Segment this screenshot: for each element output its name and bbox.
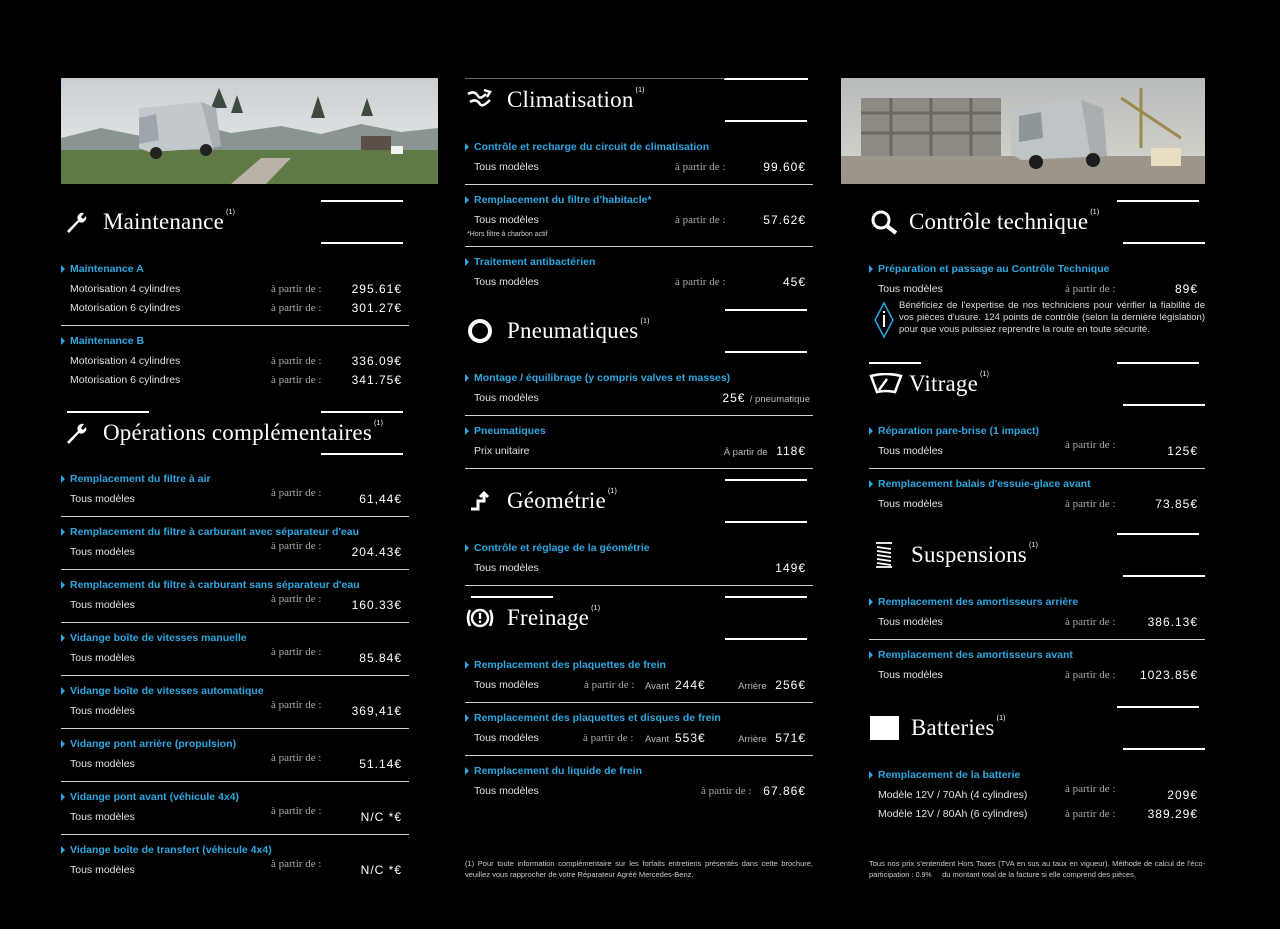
footnote: *Hors filtre à charbon actif bbox=[467, 231, 548, 238]
section-operations bbox=[61, 411, 409, 455]
list-item bbox=[869, 256, 1205, 348]
item-title: Vidange boîte de vitesses manuelle bbox=[61, 632, 409, 644]
section-title: Maintenance $^{(1)}$ bbox=[103, 209, 236, 234]
divider bbox=[471, 596, 553, 598]
price: 389.29€ bbox=[1147, 806, 1198, 821]
price-row bbox=[61, 279, 409, 298]
price: 57.62€ bbox=[763, 212, 806, 227]
section-freinage bbox=[465, 596, 813, 640]
item-title: Remplacement du filtre à carburant avec séparateur d'eau bbox=[61, 526, 409, 538]
row-label: Tous modèles bbox=[70, 492, 135, 505]
divider bbox=[724, 78, 808, 80]
section-climatisation bbox=[465, 78, 813, 122]
item-title: Contrôle et réglage de la géométrie bbox=[465, 542, 813, 554]
row-label: Tous modèles bbox=[474, 731, 539, 744]
price-row bbox=[61, 807, 409, 826]
row-label: Motorisation 4 cylindres bbox=[70, 354, 181, 367]
list-item bbox=[465, 416, 813, 469]
section-title: Opérations complémentaires $^{(1)}$ bbox=[103, 420, 384, 445]
row-label: Tous modèles bbox=[474, 213, 539, 226]
price: 301.27€ bbox=[351, 300, 402, 315]
item-title: Remplacement des amortisseurs arrière bbox=[869, 596, 1205, 608]
row-label: Motorisation 4 cylindres bbox=[70, 282, 181, 295]
list-item bbox=[465, 756, 813, 808]
from-label: à partir de : bbox=[675, 276, 726, 288]
price-row bbox=[869, 804, 1205, 823]
from-label: à partir de : bbox=[1065, 616, 1116, 628]
steering-icon bbox=[465, 486, 495, 516]
divider bbox=[1117, 200, 1199, 202]
list-item bbox=[869, 589, 1205, 640]
from-label: à partir de : bbox=[701, 784, 752, 797]
list-item bbox=[61, 835, 409, 887]
rear-value: 256€ bbox=[775, 677, 806, 692]
list-item bbox=[61, 256, 409, 326]
row-label: Tous modèles bbox=[474, 160, 539, 173]
from-label: à partir de : bbox=[675, 161, 726, 173]
section-title: Géométrie $^{(1)}$ bbox=[507, 488, 618, 513]
price: 1023.85€ bbox=[1139, 667, 1198, 682]
price-row bbox=[61, 648, 409, 667]
list-item bbox=[465, 703, 813, 756]
item-title: Vidange boîte de vitesses automatique bbox=[61, 685, 409, 697]
divider bbox=[725, 120, 807, 122]
price: 386.13€ bbox=[1147, 614, 1198, 629]
front-price bbox=[645, 678, 706, 692]
price-row bbox=[61, 542, 409, 561]
info-text: Bénéficiez de l'expertise de nos techniciens pour vérifier la fiabilité de vos pièces d'usure. 124 points de contrôle (selon la dernière législation) pour que vous puissiez reprendre la route en toute sécurité. bbox=[899, 300, 1205, 335]
item-title: Remplacement du filtre à carburant sans séparateur d'eau bbox=[61, 579, 409, 591]
row-label: Tous modèles bbox=[70, 704, 135, 717]
price-row bbox=[61, 754, 409, 773]
air-vent-icon bbox=[465, 85, 495, 115]
from-label: à partir de : bbox=[271, 699, 322, 711]
price-row bbox=[465, 441, 813, 460]
price-row bbox=[869, 441, 1205, 460]
front-price bbox=[645, 731, 706, 745]
rear-price bbox=[738, 678, 806, 692]
divider bbox=[1123, 575, 1205, 577]
price-row bbox=[61, 489, 409, 508]
item-title: Remplacement du filtre à air bbox=[61, 473, 409, 485]
list-item bbox=[869, 469, 1205, 521]
column-middle bbox=[465, 78, 813, 879]
from-label: à partir de : bbox=[1065, 283, 1116, 295]
price bbox=[722, 391, 810, 405]
divider bbox=[1123, 404, 1205, 406]
from-label: à partir de : bbox=[583, 731, 634, 744]
from-label: à partir de : bbox=[1065, 808, 1116, 820]
section-title: Pneumatiques $^{(1)}$ bbox=[507, 318, 650, 343]
section-title: Freinage $^{(1)}$ bbox=[507, 605, 601, 630]
wrench-icon bbox=[61, 207, 91, 237]
price: 295.61€ bbox=[351, 281, 402, 296]
rear-price bbox=[738, 731, 806, 745]
from-label: à partir de : bbox=[271, 805, 322, 817]
divider bbox=[465, 78, 725, 79]
section-suspensions bbox=[869, 533, 1205, 577]
divider bbox=[1123, 748, 1205, 750]
from-label: à partir de : bbox=[271, 301, 322, 314]
row-label: Motorisation 6 cylindres bbox=[70, 373, 181, 386]
list-item bbox=[61, 517, 409, 570]
row-label: Tous modèles bbox=[878, 444, 943, 457]
item-title: Traitement antibactérien bbox=[465, 256, 813, 268]
row-label: Tous modèles bbox=[70, 810, 135, 823]
divider bbox=[1117, 362, 1199, 364]
divider bbox=[725, 638, 807, 640]
item-title: Vidange pont avant (véhicule 4x4) bbox=[61, 791, 409, 803]
divider bbox=[1117, 706, 1199, 708]
list-item bbox=[465, 535, 813, 586]
price: 99.60€ bbox=[763, 159, 806, 174]
divider bbox=[725, 596, 807, 598]
footnote-text: du montant total de la facture si elle comprend des pièces. bbox=[942, 870, 1136, 879]
divider bbox=[321, 242, 403, 244]
section-pneumatiques bbox=[465, 309, 813, 353]
from-label: à partir de : bbox=[271, 354, 322, 367]
price-row bbox=[465, 210, 813, 229]
row-label: Tous modèles bbox=[474, 561, 539, 574]
divider bbox=[725, 309, 807, 311]
from-label: à partir de : bbox=[271, 752, 322, 764]
list-item bbox=[465, 365, 813, 416]
row-label: Tous modèles bbox=[878, 615, 943, 628]
spring-icon bbox=[869, 540, 899, 570]
item-title: Remplacement du liquide de frein bbox=[465, 765, 813, 777]
row-label: Tous modèles bbox=[474, 275, 539, 288]
row-label: Tous modèles bbox=[70, 598, 135, 611]
item-title: Remplacement des amortisseurs avant bbox=[869, 649, 1205, 661]
item-title: Remplacement du filtre d'habitacle* bbox=[465, 194, 813, 206]
price-value: 118€ bbox=[776, 443, 806, 458]
rear-label: Arrière bbox=[738, 680, 767, 692]
from-label: à partir de : bbox=[675, 214, 726, 226]
divider bbox=[725, 479, 807, 481]
eco-rate: 0.9% bbox=[915, 872, 932, 879]
price: 125€ bbox=[1167, 443, 1198, 458]
price-value: 25€ bbox=[722, 390, 746, 405]
item-title: Réparation pare-brise (1 impact) bbox=[869, 425, 1205, 437]
section-title: Vitrage $^{(1)}$ bbox=[909, 371, 990, 396]
divider bbox=[67, 411, 149, 413]
section-title: Suspensions $^{(1)}$ bbox=[911, 542, 1039, 567]
item-title: Montage / équilibrage (y compris valves et masses) bbox=[465, 372, 813, 384]
from-label: à partir de : bbox=[271, 593, 322, 605]
windshield-icon bbox=[869, 369, 903, 399]
item-title: Remplacement des plaquettes et disques de frein bbox=[465, 712, 813, 724]
info-box bbox=[869, 300, 1205, 340]
row-label: Modèle 12V / 70Ah (4 cylindres) bbox=[878, 788, 1028, 801]
price: 45€ bbox=[782, 274, 806, 289]
price-row bbox=[869, 494, 1205, 513]
from-label: à partir de : bbox=[1065, 498, 1116, 510]
from-label: à partir de : bbox=[271, 858, 322, 870]
section-title: Batteries $^{(1)}$ bbox=[911, 715, 1006, 740]
item-title: Remplacement balais d'essuie-glace avant bbox=[869, 478, 1205, 490]
brake-warning-icon bbox=[465, 603, 495, 633]
from-label: à partir de : bbox=[271, 646, 322, 658]
item-title: Préparation et passage au Contrôle Technique bbox=[869, 263, 1205, 275]
row-label: Modèle 12V / 80Ah (6 cylindres) bbox=[878, 807, 1028, 820]
row-label: Motorisation 6 cylindres bbox=[70, 301, 181, 314]
divider bbox=[725, 521, 807, 523]
price-row bbox=[869, 279, 1205, 298]
price-row bbox=[465, 388, 813, 407]
list-item bbox=[869, 762, 1205, 831]
row-label: Tous modèles bbox=[70, 651, 135, 664]
price-row bbox=[465, 675, 813, 694]
list-item bbox=[465, 134, 813, 185]
list-item bbox=[61, 676, 409, 729]
list-item bbox=[869, 640, 1205, 692]
rear-value: 571€ bbox=[775, 730, 806, 745]
section-title: Climatisation $^{(1)}$ bbox=[507, 87, 645, 112]
row-label: Tous modèles bbox=[474, 784, 539, 797]
price-row bbox=[869, 612, 1205, 631]
wrench-icon bbox=[61, 418, 91, 448]
item-title: Vidange pont arrière (propulsion) bbox=[61, 738, 409, 750]
price: 67.86€ bbox=[763, 783, 806, 798]
divider bbox=[321, 453, 403, 455]
item-title: Maintenance B bbox=[61, 335, 409, 347]
front-label: Avant bbox=[645, 680, 670, 692]
list-item bbox=[465, 247, 813, 299]
price-row bbox=[465, 157, 813, 176]
front-value: 553€ bbox=[674, 730, 706, 745]
divider bbox=[321, 411, 403, 413]
price: 209€ bbox=[1167, 787, 1198, 802]
divider bbox=[869, 362, 921, 364]
battery-icon bbox=[869, 713, 899, 743]
section-geometrie bbox=[465, 479, 813, 523]
from-label: à partir de : bbox=[584, 678, 635, 691]
price: 85.84€ bbox=[359, 650, 402, 665]
item-title: Contrôle et recharge du circuit de climatisation bbox=[465, 141, 813, 153]
list-item bbox=[61, 729, 409, 782]
price: 61,44€ bbox=[359, 491, 402, 506]
divider bbox=[321, 200, 403, 202]
price: N/C *€ bbox=[360, 862, 402, 877]
price: 204.43€ bbox=[351, 544, 402, 559]
price-row bbox=[465, 272, 813, 291]
front-value: 244€ bbox=[674, 677, 706, 692]
price: 341.75€ bbox=[351, 372, 402, 387]
footnote-text: Tous nos prix s'entendent Hors Taxes (TVA en sus au taux en vigueur). Méthode de calcul de l'éco-participation : bbox=[869, 859, 1205, 879]
front-label: Avant bbox=[645, 733, 670, 745]
column-left bbox=[61, 78, 409, 887]
item-title: Remplacement de la batterie bbox=[869, 769, 1205, 781]
from-label: à partir de : bbox=[271, 487, 322, 499]
from-label: à partir de : bbox=[271, 540, 322, 552]
list-item bbox=[61, 570, 409, 623]
price: 73.85€ bbox=[1155, 496, 1198, 511]
row-label: Prix unitaire bbox=[474, 444, 530, 457]
price-row bbox=[465, 781, 813, 800]
row-label: Tous modèles bbox=[474, 678, 539, 691]
section-batteries bbox=[869, 706, 1205, 750]
from-label: à partir de : bbox=[1065, 783, 1116, 795]
footnote-mid: (1) Pour toute information complémentaire sur les forfaits entretiens présentés dans cette brochure, veuillez vous rapprocher de votre Réparateur Agréé Mercedes-Benz. bbox=[465, 859, 813, 879]
list-item bbox=[61, 466, 409, 517]
price: 149€ bbox=[775, 560, 806, 575]
item-title: Maintenance A bbox=[61, 263, 409, 275]
divider bbox=[725, 351, 807, 353]
from-label: à partir de : bbox=[271, 373, 322, 386]
footnote-right bbox=[869, 858, 1205, 881]
price-row bbox=[465, 728, 813, 747]
row-label: Tous modèles bbox=[70, 757, 135, 770]
price: 336.09€ bbox=[351, 353, 402, 368]
divider bbox=[1117, 533, 1199, 535]
unit: / pneumatique bbox=[749, 393, 810, 405]
magnifier-icon bbox=[869, 207, 899, 237]
tire-icon bbox=[465, 316, 495, 346]
row-label: Tous modèles bbox=[474, 391, 539, 404]
list-item bbox=[61, 326, 409, 397]
section-title: Contrôle technique $^{(1)}$ bbox=[909, 209, 1100, 234]
price-row bbox=[869, 665, 1205, 684]
price-row bbox=[61, 351, 409, 370]
price: 160.33€ bbox=[351, 597, 402, 612]
row-label: Tous modèles bbox=[878, 668, 943, 681]
row-label: Tous modèles bbox=[70, 545, 135, 558]
price-row bbox=[61, 370, 409, 389]
item-title: Pneumatiques bbox=[465, 425, 813, 437]
price-row bbox=[869, 785, 1205, 804]
price: N/C *€ bbox=[360, 809, 402, 824]
price-row bbox=[61, 298, 409, 317]
section-maintenance bbox=[61, 200, 409, 244]
price bbox=[724, 444, 806, 458]
list-item bbox=[61, 623, 409, 676]
rear-label: Arrière bbox=[738, 733, 767, 745]
from-label: À partir de bbox=[723, 446, 768, 458]
section-controle-technique bbox=[869, 200, 1205, 244]
price: 51.14€ bbox=[359, 756, 402, 771]
from-label: à partir de : bbox=[271, 282, 322, 295]
list-item bbox=[61, 782, 409, 835]
van-photo-countryside bbox=[61, 78, 438, 184]
from-label: à partir de : bbox=[1065, 439, 1116, 451]
info-icon bbox=[873, 300, 895, 340]
list-item bbox=[869, 418, 1205, 469]
row-label: Tous modèles bbox=[70, 863, 135, 876]
divider bbox=[1123, 242, 1205, 244]
row-label: Tous modèles bbox=[878, 282, 943, 295]
list-item bbox=[465, 185, 813, 247]
price-row bbox=[61, 595, 409, 614]
from-label: à partir de : bbox=[1065, 669, 1116, 681]
item-title: Remplacement des plaquettes de frein bbox=[465, 659, 813, 671]
van-photo-construction bbox=[841, 78, 1205, 184]
section-vitrage bbox=[869, 362, 1205, 406]
list-item bbox=[465, 652, 813, 703]
item-title: Vidange boîte de transfert (véhicule 4x4) bbox=[61, 844, 409, 856]
price-row bbox=[61, 860, 409, 879]
price-row bbox=[61, 701, 409, 720]
price: 369,41€ bbox=[351, 703, 402, 718]
price: 89€ bbox=[1174, 281, 1198, 296]
row-label: Tous modèles bbox=[878, 497, 943, 510]
price-row bbox=[465, 558, 813, 577]
column-right bbox=[869, 78, 1205, 879]
